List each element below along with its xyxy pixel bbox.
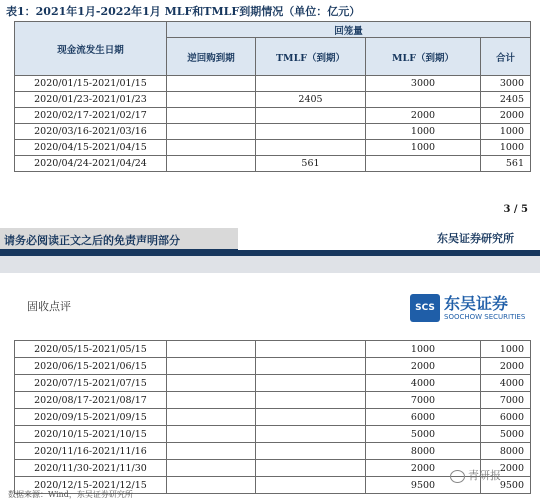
value-cell [167, 76, 256, 92]
value-cell [256, 477, 366, 494]
maturity-table-top [14, 21, 531, 172]
value-cell [167, 92, 256, 108]
watermark [450, 467, 501, 483]
value-cell: 1000 [481, 140, 531, 156]
page-gap [0, 256, 540, 273]
value-cell: 2000 [481, 460, 531, 477]
value-cell: 2000 [366, 108, 481, 124]
page-number: 3 / 5 [503, 204, 528, 215]
value-cell: 6000 [481, 409, 531, 426]
header-date: 现金流发生日期 [15, 22, 167, 76]
header-group-withdrawal: 回笼量 [167, 22, 531, 38]
date-cell: 2020/12/15-2021/12/15 [15, 477, 167, 494]
date-cell: 2020/05/15-2021/05/15 [15, 341, 167, 358]
table-row [15, 358, 531, 375]
value-cell: 4000 [366, 375, 481, 392]
value-cell [167, 443, 256, 460]
table-row [15, 392, 531, 409]
table-row [15, 108, 531, 124]
table-row [15, 124, 531, 140]
value-cell [167, 156, 256, 172]
date-cell: 2020/02/17-2021/02/17 [15, 108, 167, 124]
value-cell: 2000 [481, 358, 531, 375]
value-cell [256, 341, 366, 358]
value-cell [167, 140, 256, 156]
value-cell: 3000 [481, 76, 531, 92]
table-row [15, 409, 531, 426]
table-row [15, 156, 531, 172]
value-cell: 1000 [366, 124, 481, 140]
value-cell [256, 443, 366, 460]
value-cell [256, 392, 366, 409]
value-cell: 3000 [366, 76, 481, 92]
value-cell: 6000 [366, 409, 481, 426]
value-cell [256, 140, 366, 156]
table-row [15, 375, 531, 392]
header-total: 合计 [481, 38, 531, 76]
watermark-text: 青研报 [468, 469, 501, 482]
date-cell: 2020/06/15-2021/06/15 [15, 358, 167, 375]
value-cell [256, 108, 366, 124]
value-cell: 4000 [481, 375, 531, 392]
table-row [15, 443, 531, 460]
date-cell: 2020/04/24-2021/04/24 [15, 156, 167, 172]
table-row [15, 76, 531, 92]
value-cell: 1000 [481, 341, 531, 358]
value-cell: 561 [256, 156, 366, 172]
table-row [15, 426, 531, 443]
company-logo [410, 291, 534, 331]
value-cell [167, 358, 256, 375]
date-cell: 2020/10/15-2021/10/15 [15, 426, 167, 443]
date-cell: 2020/08/17-2021/08/17 [15, 392, 167, 409]
value-cell: 8000 [366, 443, 481, 460]
value-cell: 2405 [481, 92, 531, 108]
disclaimer-text: 请务必阅读正文之后的免责声明部分 [4, 234, 180, 247]
header-mlf: MLF（到期） [366, 38, 481, 76]
value-cell [256, 124, 366, 140]
value-cell: 5000 [366, 426, 481, 443]
value-cell [167, 409, 256, 426]
value-cell: 561 [481, 156, 531, 172]
value-cell: 7000 [366, 392, 481, 409]
date-cell: 2020/03/16-2021/03/16 [15, 124, 167, 140]
value-cell: 2000 [366, 460, 481, 477]
logo-chinese-name: 东吴证券 [444, 294, 509, 313]
value-cell: 2000 [366, 358, 481, 375]
date-cell: 2020/11/30-2021/11/30 [15, 460, 167, 477]
value-cell: 1000 [481, 124, 531, 140]
logo-mark-icon [410, 294, 440, 322]
value-cell [256, 409, 366, 426]
value-cell [167, 108, 256, 124]
value-cell: 2405 [256, 92, 366, 108]
value-cell: 1000 [366, 341, 481, 358]
value-cell: 9500 [481, 477, 531, 494]
logo-mark-text: SCS [415, 303, 435, 313]
value-cell: 7000 [481, 392, 531, 409]
date-cell: 2020/09/15-2021/09/15 [15, 409, 167, 426]
table-title: 表1：2021年1月-2022年1月 MLF和TMLF到期情况（单位：亿元） [6, 5, 361, 18]
value-cell: 1000 [366, 140, 481, 156]
value-cell [167, 124, 256, 140]
value-cell [167, 426, 256, 443]
table-row [15, 92, 531, 108]
value-cell [366, 92, 481, 108]
value-cell: 9500 [366, 477, 481, 494]
date-cell: 2020/01/15-2021/01/15 [15, 76, 167, 92]
date-cell: 2020/11/16-2021/11/16 [15, 443, 167, 460]
header-tmlf: TMLF（到期） [256, 38, 366, 76]
value-cell [256, 375, 366, 392]
value-cell [256, 76, 366, 92]
table-row [15, 140, 531, 156]
date-cell: 2020/04/15-2021/04/15 [15, 140, 167, 156]
institute-name: 东吴证券研究所 [437, 232, 514, 245]
table-row [15, 341, 531, 358]
value-cell [256, 460, 366, 477]
value-cell: 2000 [481, 108, 531, 124]
source-note: 数据来源：Wind，东吴证券研究所 [8, 490, 133, 499]
value-cell [167, 460, 256, 477]
value-cell [167, 375, 256, 392]
disclaimer-bar [0, 228, 238, 251]
value-cell [366, 156, 481, 172]
date-cell: 2020/01/23-2021/01/23 [15, 92, 167, 108]
value-cell: 5000 [481, 426, 531, 443]
report-category: 固收点评 [27, 300, 71, 313]
value-cell [167, 392, 256, 409]
value-cell [167, 477, 256, 494]
value-cell [167, 341, 256, 358]
date-cell: 2020/07/15-2021/07/15 [15, 375, 167, 392]
logo-english-name: SOOCHOW SECURITIES [444, 313, 526, 321]
wechat-icon [450, 470, 465, 483]
value-cell [256, 358, 366, 375]
value-cell: 8000 [481, 443, 531, 460]
value-cell [256, 426, 366, 443]
header-reverse-repo: 逆回购到期 [167, 38, 256, 76]
